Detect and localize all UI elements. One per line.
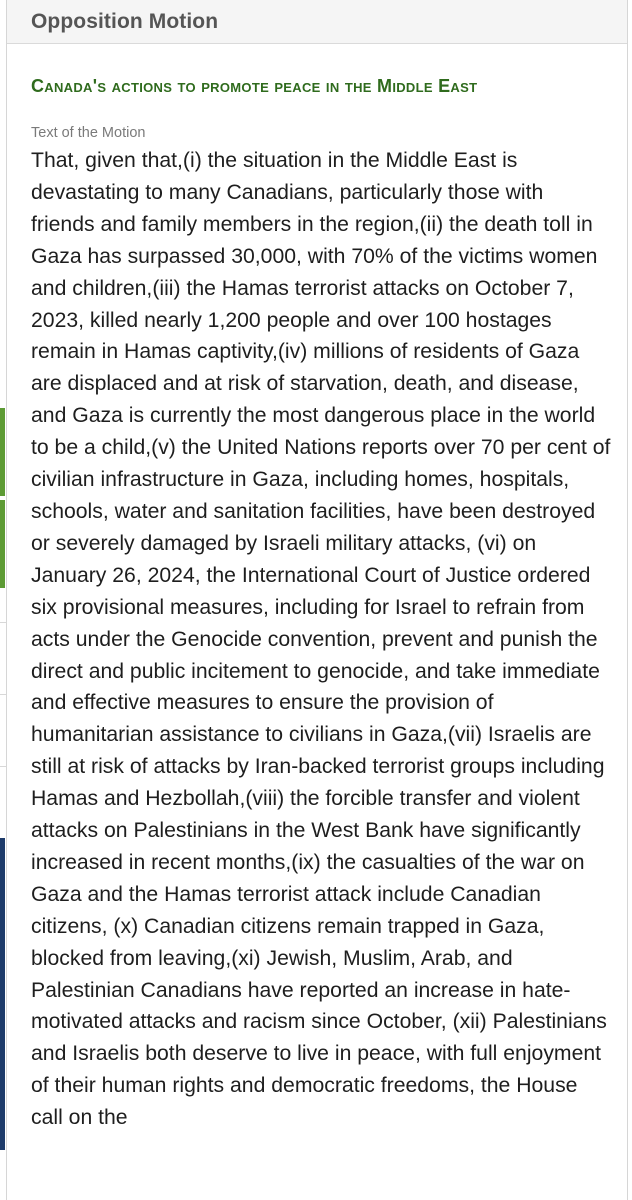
opposition-motion-panel bbox=[6, 0, 628, 1200]
motion-text: That, given that,(i) the situation in the Middle East is devastating to many Canadians, particularly those with friends and family members in the region,(ii) the death toll in Gaza has surpassed 30,000, with 70% of the victims women and children,(iii) the Hamas terrorist attacks on October 7, 2023, killed nearly 1,200 people and over 100 hostages remain in Hamas captivity,(iv) millions of residents of Gaza are displaced and at risk of starvation, death, and disease, and Gaza is currently the most dangerous place in the world to be a child,(v) the United Nations reports over 70 per cent of civilian infrastructure in Gaza, including homes, hospitals, schools, water and sanitation facilities, have been destroyed or severely damaged by Israeli military attacks, (vi) on January 26, 2024, the International Court of Justice ordered six provisional measures, including for Israel to refrain from acts under the Genocide convention, prevent and punish the direct and public incitement to genocide, and take immediate and effective measures to ensure the provision of humanitarian assistance to civilians in Gaza,(vii) Israelis are still at risk of attacks by Iran-backed terrorist groups including Hamas and Hezbollah,(viii) the forcible transfer and violent attacks on Palestinians in the West Bank have significantly increased in recent months,(ix) the casualties of the war on Gaza and the Hamas terrorist attack include Canadian citizens, (x) Canadian citizens remain trapped in Gaza, blocked from leaving,(xi) Jewish, Muslim, Arab, and Palestinian Canadians have reported an increase in hate-motivated attacks and racism since October, (xii) Palestinians and Israelis both deserve to live in peace, with full enjoyment of their human rights and democratic freedoms, the House call on the bbox=[31, 149, 611, 1130]
section-label: Text of the Motion bbox=[31, 125, 146, 141]
panel-title: Opposition Motion bbox=[31, 9, 219, 33]
panel-header bbox=[7, 0, 627, 44]
background-green-block bbox=[0, 500, 5, 588]
background-green-block bbox=[0, 408, 5, 496]
background-blue-block bbox=[0, 838, 5, 1150]
motion-title: Canada's actions to promote peace in the Middle East bbox=[31, 76, 478, 96]
